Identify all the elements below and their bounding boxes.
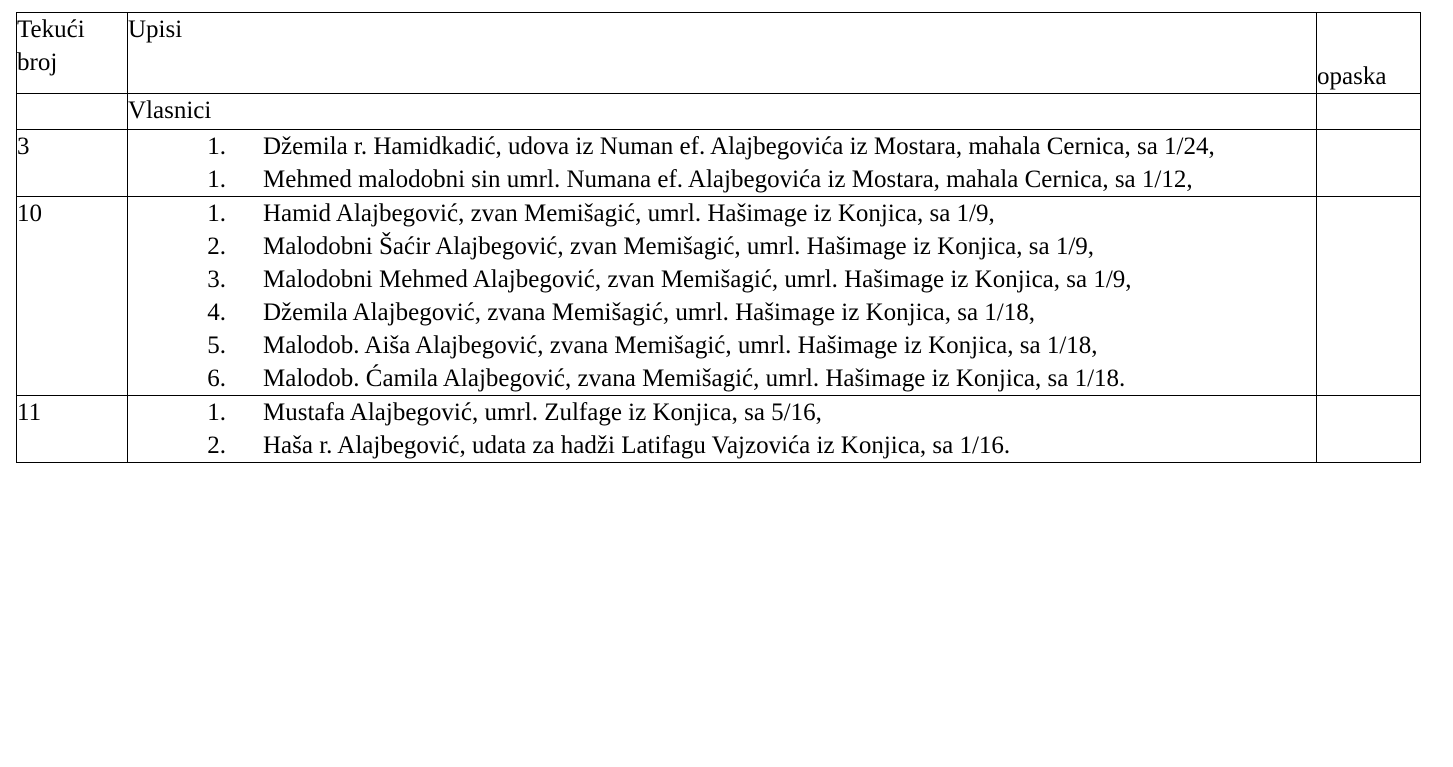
list-item <box>128 296 1316 329</box>
row-number: 10 <box>17 197 128 396</box>
entry-number: 5. <box>207 332 226 359</box>
row-entries <box>128 130 1317 197</box>
row-entries <box>128 197 1317 396</box>
entry-text: Mehmed malodobni sin umrl. Numana ef. Alajbegovića iz Mostara, mahala Cernica, sa 1/12, <box>263 166 1193 193</box>
entry-list <box>128 197 1316 395</box>
list-item <box>128 163 1316 196</box>
entry-list <box>128 396 1316 462</box>
subheader-empty-remark <box>1317 94 1421 130</box>
subheader-empty-number <box>17 94 128 130</box>
entry-number: 4. <box>207 299 226 326</box>
table-row <box>17 130 1421 197</box>
list-item <box>128 429 1316 462</box>
owner-rows <box>17 130 1421 463</box>
table-row <box>17 197 1421 396</box>
list-item <box>128 263 1316 296</box>
row-number: 11 <box>17 396 128 463</box>
list-item <box>128 362 1316 395</box>
entry-number: 1. <box>207 133 226 160</box>
header-remark: opaska <box>1317 13 1421 94</box>
entry-text: Haša r. Alajbegović, udata za hadži Latifagu Vajzovića iz Konjica, sa 1/16. <box>263 432 1011 459</box>
header-row <box>17 13 1421 94</box>
land-register-table <box>16 12 1421 463</box>
entry-number: 1. <box>207 200 226 227</box>
entry-number: 2. <box>207 432 226 459</box>
entry-text: Hamid Alajbegović, zvan Memišagić, umrl. Hašimage iz Konjica, sa 1/9, <box>263 200 995 227</box>
entry-number: 1. <box>207 399 226 426</box>
entry-number: 1. <box>207 166 226 193</box>
list-item <box>128 396 1316 429</box>
subheader-row <box>17 94 1421 130</box>
entry-text: Džemila Alajbegović, zvana Memišagić, umrl. Hašimage iz Konjica, sa 1/18, <box>263 299 1035 326</box>
row-remark <box>1317 130 1421 197</box>
header-entries: Upisi <box>128 13 1317 94</box>
entry-text: Malodob. Aiša Alajbegović, zvana Memišagić, umrl. Hašimage iz Konjica, sa 1/18, <box>263 332 1098 359</box>
row-remark <box>1317 396 1421 463</box>
entry-text: Malodobni Šaćir Alajbegović, zvan Memišagić, umrl. Hašimage iz Konjica, sa 1/9, <box>263 233 1095 260</box>
list-item <box>128 130 1316 163</box>
row-entries <box>128 396 1317 463</box>
row-number: 3 <box>17 130 128 197</box>
subheader-owners: Vlasnici <box>128 94 1317 130</box>
entry-number: 2. <box>207 233 226 260</box>
list-item <box>128 329 1316 362</box>
entry-text: Džemila r. Hamidkadić, udova iz Numan ef. Alajbegovića iz Mostara, mahala Cernica, sa 1/24, <box>263 133 1215 160</box>
entry-text: Mustafa Alajbegović, umrl. Zulfage iz Konjica, sa 5/16, <box>263 399 822 426</box>
list-item <box>128 230 1316 263</box>
entry-text: Malodob. Ćamila Alajbegović, zvana Memišagić, umrl. Hašimage iz Konjica, sa 1/18. <box>263 365 1126 392</box>
table-row <box>17 396 1421 463</box>
entry-text: Malodobni Mehmed Alajbegović, zvan Memišagić, umrl. Hašimage iz Konjica, sa 1/9, <box>263 266 1132 293</box>
entry-number: 6. <box>207 365 226 392</box>
entry-number: 3. <box>207 266 226 293</box>
header-number: Tekući broj <box>17 13 128 94</box>
list-item <box>128 197 1316 230</box>
entry-list <box>128 130 1316 196</box>
row-remark <box>1317 197 1421 396</box>
